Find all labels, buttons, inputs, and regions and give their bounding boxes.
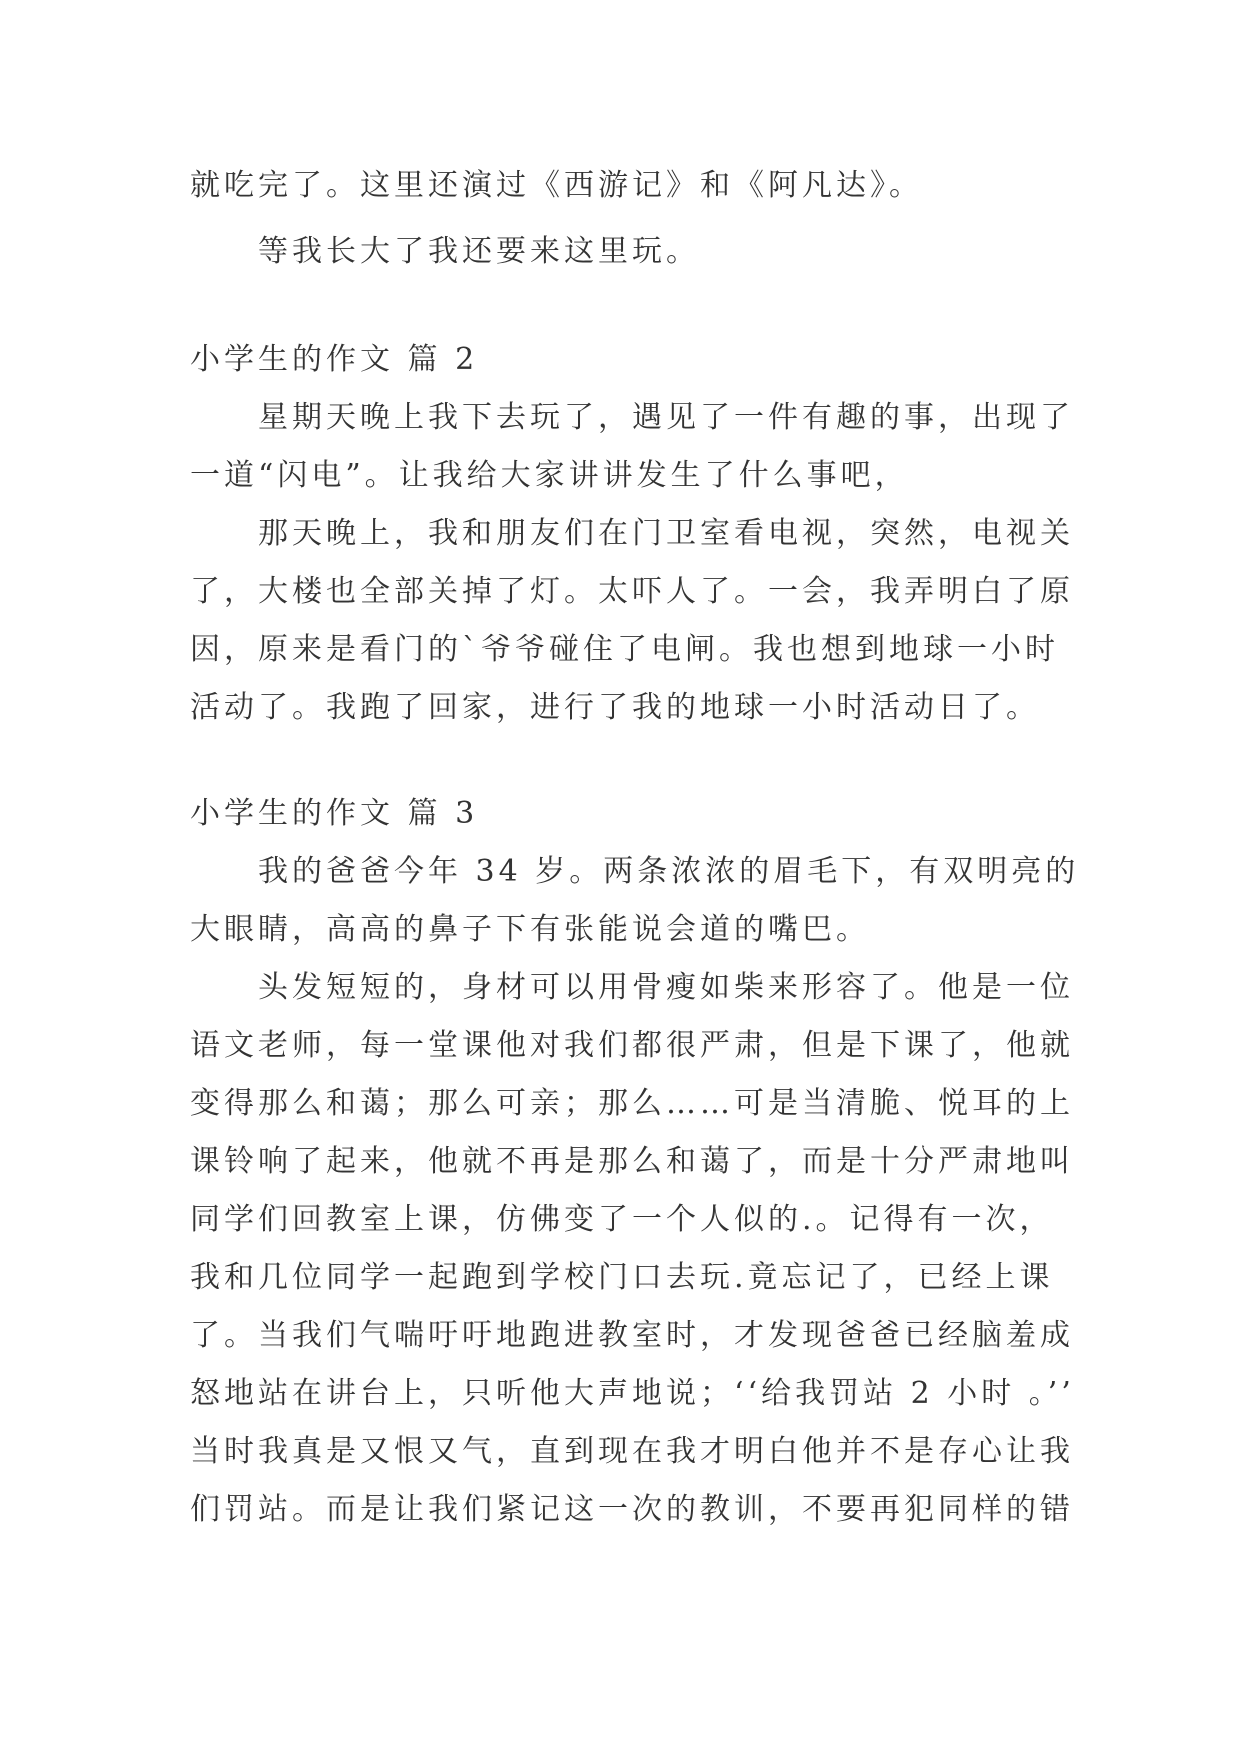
- text-line: 等我长大了我还要来这里玩。: [258, 234, 700, 269]
- section-heading: 小学生的作文 篇 2: [190, 342, 479, 377]
- text-line: 那天晚上，我和朋友们在门卫室看电视，突然，电视关: [258, 516, 1074, 551]
- text-line: 了，大楼也全部关掉了灯。太吓人了。一会，我弄明白了原: [190, 574, 1074, 609]
- text-line: 语文老师，每一堂课他对我们都很严肃，但是下课了，他就: [190, 1028, 1074, 1063]
- text-line: 我和几位同学一起跑到学校门口去玩.竟忘记了，已经上课: [190, 1260, 1054, 1295]
- text-line: 我的爸爸今年 34 岁。两条浓浓的眉毛下，有双明亮的: [258, 854, 1080, 889]
- text-line: 们罚站。而是让我们紧记这一次的教训，不要再犯同样的错: [190, 1492, 1074, 1527]
- text-line: 因，原来是看门的`爷爷碰住了电闸。我也想到地球一小时: [190, 632, 1059, 667]
- text-line: 课铃响了起来，他就不再是那么和蔼了，而是十分严肃地叫: [190, 1144, 1074, 1179]
- text-line: 了。当我们气喘吁吁地跑进教室时，才发现爸爸已经脑羞成: [190, 1318, 1074, 1353]
- text-line: 一道“闪电”。让我给大家讲讲发生了什么事吧，: [190, 458, 909, 493]
- text-line: 当时我真是又恨又气，直到现在我才明白他并不是存心让我: [190, 1434, 1074, 1469]
- section-heading: 小学生的作文 篇 3: [190, 796, 479, 831]
- text-line: 大眼睛，高高的鼻子下有张能说会道的嘴巴。: [190, 912, 870, 947]
- text-line: 变得那么和蔼；那么可亲；那么……可是当清脆、悦耳的上: [190, 1086, 1074, 1121]
- text-line: 星期天晚上我下去玩了，遇见了一件有趣的事，出现了: [258, 400, 1074, 435]
- text-line: 活动了。我跑了回家，进行了我的地球一小时活动日了。: [190, 690, 1040, 725]
- text-line: 就吃完了。这里还演过《西游记》和《阿凡达》。: [190, 168, 923, 203]
- text-line: 同学们回教室上课，仿佛变了一个人似的.。记得有一次，: [190, 1202, 1054, 1237]
- text-line: 怒地站在讲台上，只听他大声地说；‘‘给我罚站 2 小时 。’’: [190, 1376, 1075, 1411]
- text-line: 头发短短的，身材可以用骨瘦如柴来形容了。他是一位: [258, 970, 1074, 1005]
